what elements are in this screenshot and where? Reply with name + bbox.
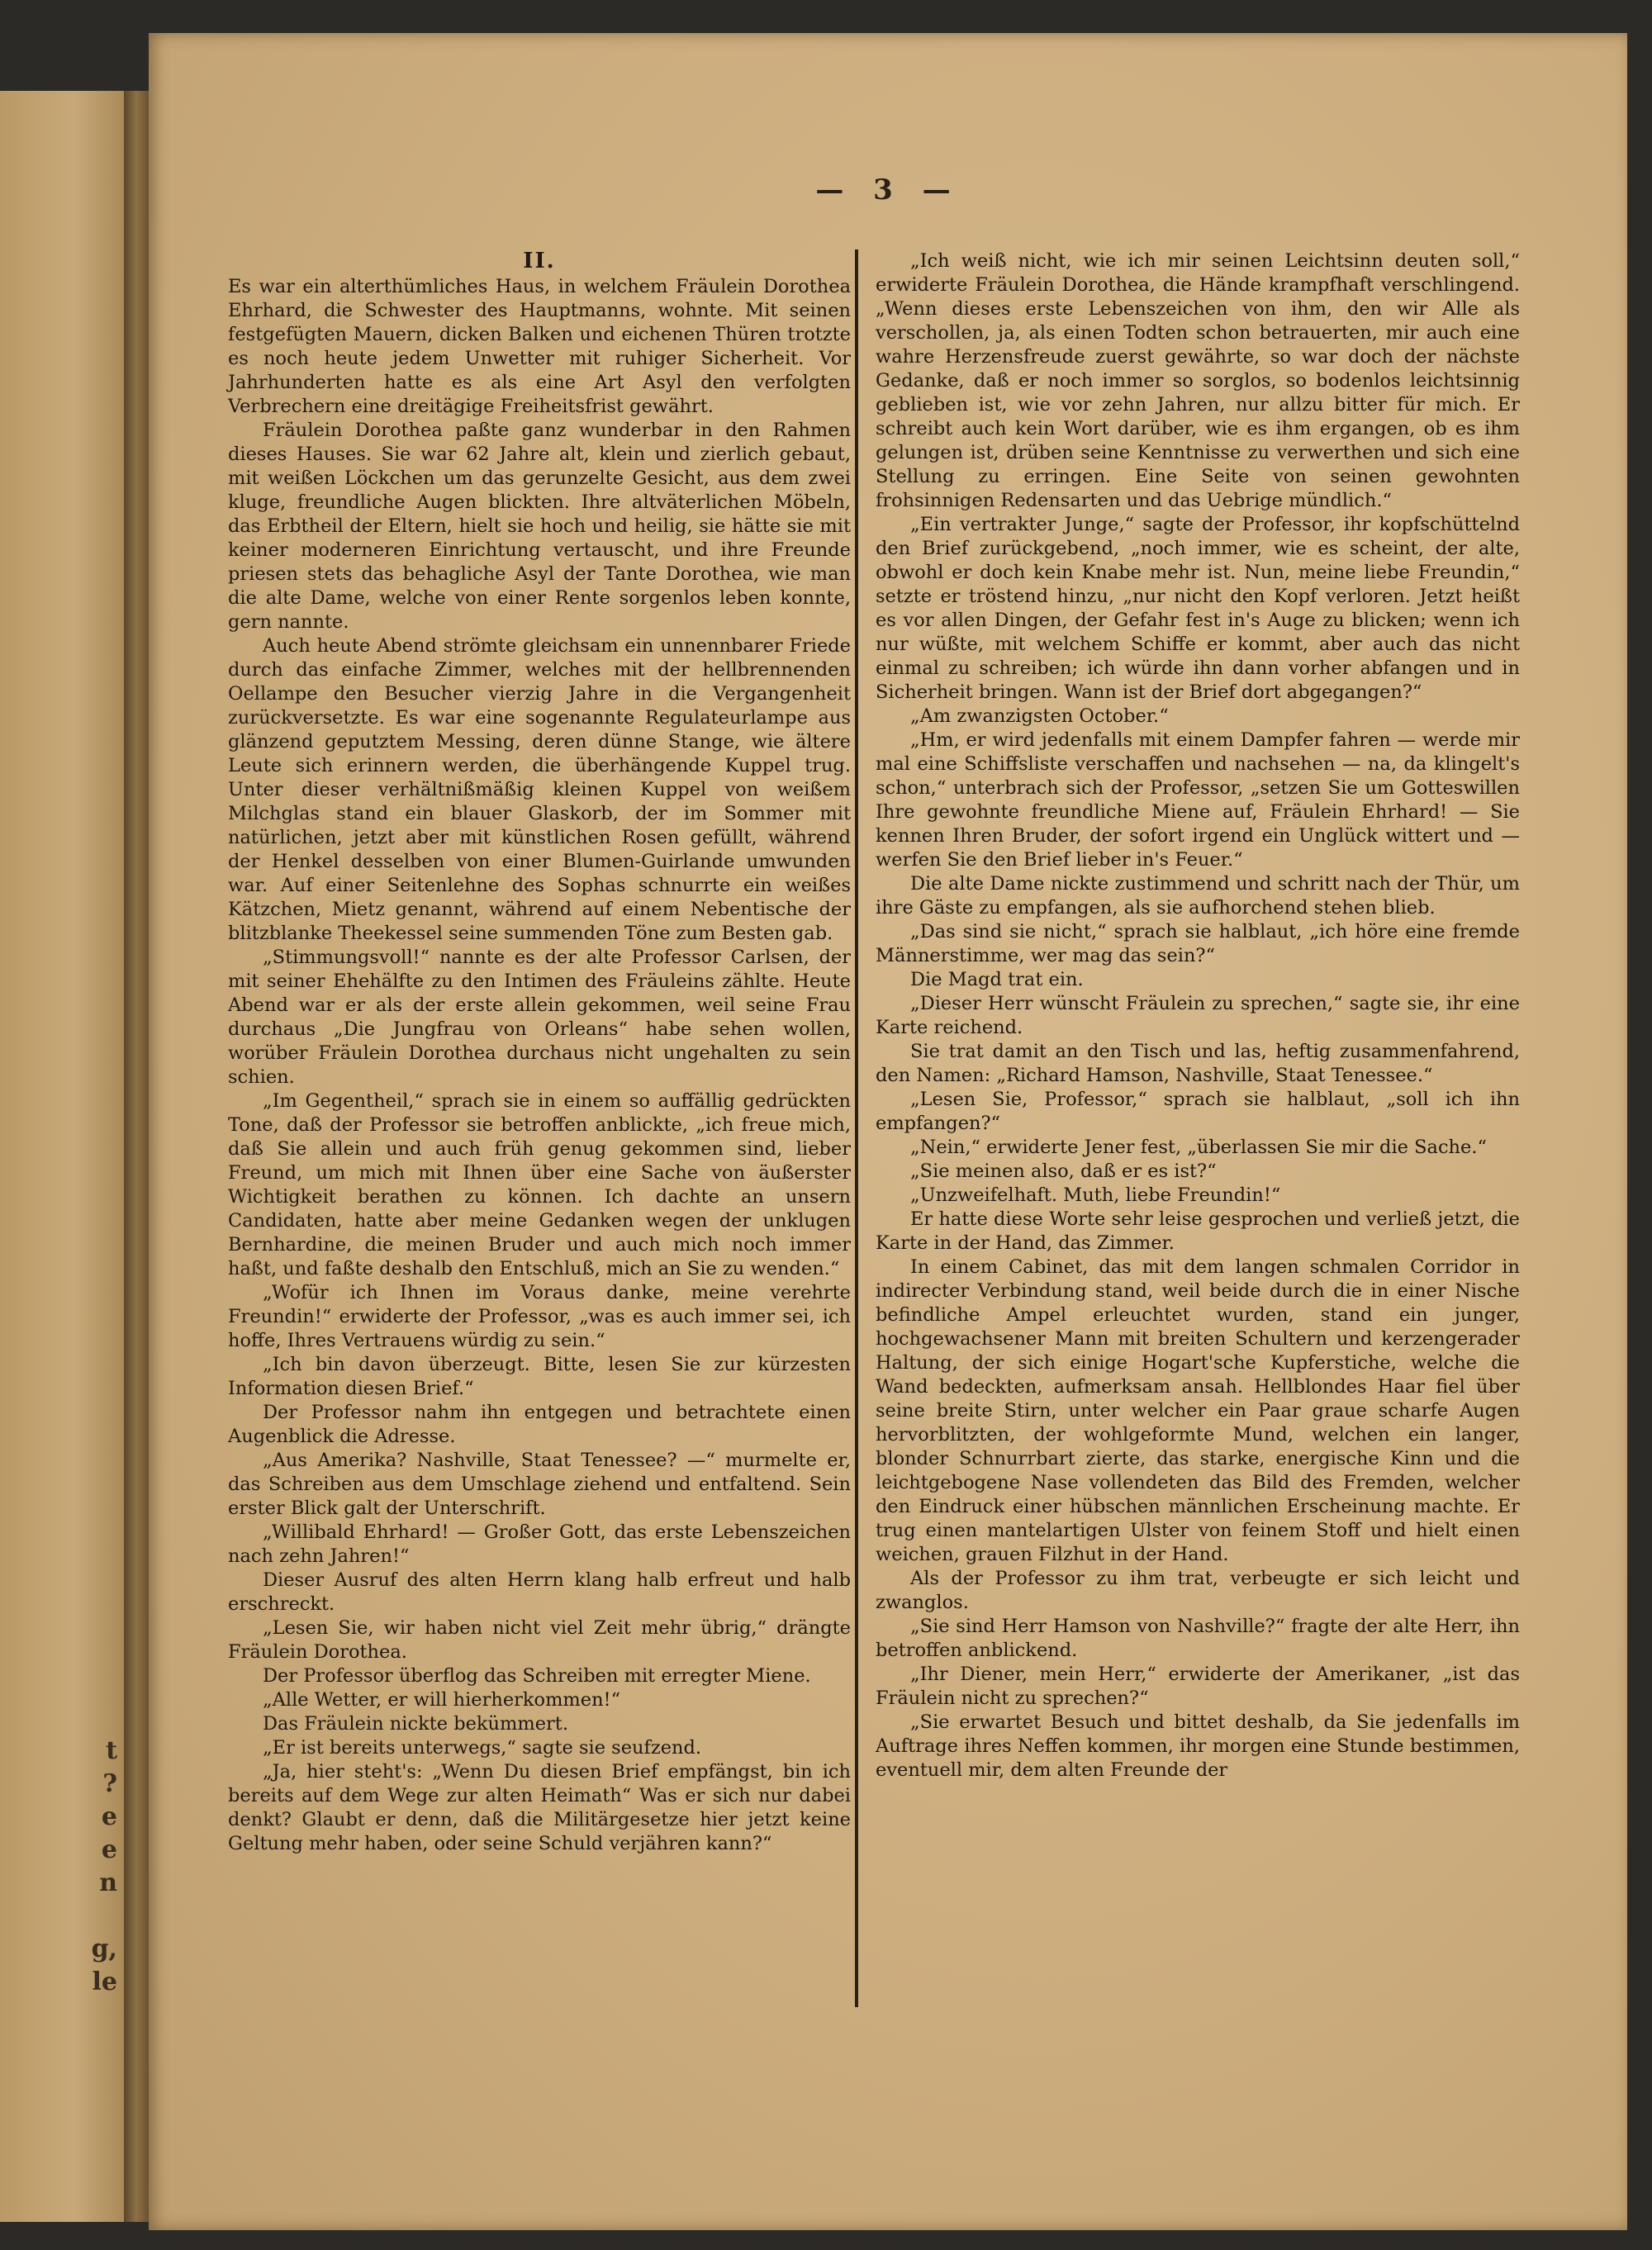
left-column [228, 249, 851, 1856]
edge-fragment: ? [102, 1769, 117, 1798]
paragraph: „Nein,“ erwiderte Jener fest, „überlassen Sie mir die Sache.“ [910, 1137, 1488, 1158]
edge-fragment: le [92, 1968, 117, 1996]
paragraph: „Lesen Sie, Professor,“ sprach sie halblaut, „soll ich ihn empfangen?“ [876, 1089, 1520, 1134]
paragraph: „Ihr Diener, mein Herr,“ erwiderte der Amerikaner, „ist das Fräulein nicht zu sprechen?“ [876, 1664, 1520, 1709]
paragraph: „Ich weiß nicht, wie ich mir seinen Leichtsinn deuten soll,“ erwiderte Fräulein Dorothea, die Hände krampfhaft verschlingend. „Wenn dieses erste Lebenszeichen von ihm, den wir Alle als verschollen, ja, als einen Todten schon betrauerten, mir auch eine wahre Herzensfreude zuerst gewährte, so war doch der nächste Gedanke, daß er noch immer so sorglos, so bodenlos leichtsinnig geblieben ist, wie vor zehn Jahren, nur allzu bitter für mich. Er schreibt auch kein Wort darüber, wie es ihm ergangen, ob es ihm gelungen ist, drüben seine Kenntnisse zu verwerthen und sich eine Stellung zu erringen. Eine Seite von seinen gewohnten frohsinnigen Redensarten und das Uebrige mündlich.“ [876, 250, 1520, 511]
paragraph: „Im Gegentheil,“ sprach sie in einem so auffällig gedrückten Tone, daß der Professor sie betroffen anblickte, „ich freue mich, daß Sie allein und auch früh genug gekommen sind, lieber Freund, um mich mit Ihnen über eine Sache von äußerster Wichtigkeit berathen zu können. Ich dachte an unsern Candidaten, hatte aber meine Gedanken wegen der unklugen Bernhardine, die meinen Bruder und auch mich noch immer haßt, und faßte deshalb den Entschluß, mich an Sie zu wenden.“ [228, 1090, 851, 1279]
edge-fragment: t [106, 1736, 117, 1765]
paragraph: Als der Professor zu ihm trat, verbeugte er sich leicht und zwanglos. [876, 1568, 1520, 1613]
paragraph: „Sie sind Herr Hamson von Nashville?“ fragte der alte Herr, ihn betroffen anblickend. [876, 1616, 1520, 1661]
edge-fragment: e [101, 1835, 117, 1864]
paragraph: „Das sind sie nicht,“ sprach sie halblaut, „ich höre eine fremde Männerstimme, wer mag das sein?“ [876, 921, 1520, 966]
paragraph: „Wofür ich Ihnen im Voraus danke, meine verehrte Freundin!“ erwiderte der Professor, „was es auch immer sei, ich hoffe, Ihres Vertrauens würdig zu sein.“ [228, 1282, 851, 1351]
paragraph: Dieser Ausruf des alten Herrn klang halb erfreut und halb erschreckt. [228, 1569, 851, 1615]
page [149, 33, 1627, 2230]
previous-page-fragments [92, 1735, 117, 1999]
edge-fragment: g, [91, 1934, 117, 1963]
paragraph: „Sie meinen also, daß er es ist?“ [910, 1161, 1217, 1182]
paragraph: „Willibald Ehrhard! — Großer Gott, das erste Lebenszeichen nach zehn Jahren!“ [228, 1521, 851, 1567]
paragraph: „Am zwanzigsten October.“ [910, 705, 1169, 727]
paragraph: „Unzweifelhaft. Muth, liebe Freundin!“ [910, 1184, 1281, 1206]
paragraph: Er hatte diese Worte sehr leise gesprochen und verließ jetzt, die Karte in der Hand, das Zimmer. [876, 1208, 1520, 1254]
paragraph: „Ja, hier steht's: „Wenn Du diesen Brief empfängst, bin ich bereits auf dem Wege zur alten Heimath“ Was er sich nur dabei denkt? Glaubt er denn, daß die Militärgesetze hier jetzt keine Geltung mehr haben, oder seine Schuld verjähren kann?“ [228, 1761, 851, 1854]
paragraph: „Hm, er wird jedenfalls mit einem Dampfer fahren — werde mir mal eine Schiffsliste verschaffen und nachsehen — na, da klingelt's schon,“ unterbrach sich der Professor, „setzen Sie um Gotteswillen Ihre gewohnte freundliche Miene auf, Fräulein Ehrhard! — Sie kennen Ihren Bruder, der sofort irgend ein Unglück wittert und — werfen Sie den Brief lieber in's Feuer.“ [876, 729, 1520, 871]
edge-fragment: e [101, 1802, 117, 1831]
paragraph: „Sie erwartet Besuch und bittet deshalb, da Sie jedenfalls im Auftrage ihres Neffen kommen, ihr morgen eine Stunde bestimmen, eventuell mir, dem alten Freunde der [876, 1711, 1520, 1781]
edge-fragment: n [99, 1868, 117, 1897]
paragraph: Der Professor überflog das Schreiben mit erregter Miene. [263, 1665, 811, 1687]
paragraph: „Lesen Sie, wir haben nicht viel Zeit mehr übrig,“ drängte Fräulein Dorothea. [228, 1617, 851, 1663]
paragraph: „Stimmungsvoll!“ nannte es der alte Professor Carlsen, der mit seiner Ehehälfte zu den Intimen des Fräuleins zählte. Heute Abend war er als der erste allein gekommen, weil seine Frau durchaus „Die Jungfrau von Orleans“ habe sehen wollen, worüber Fräulein Dorothea durchaus nicht ungehalten zu sein schien. [228, 947, 851, 1088]
page-number: — 3 — [815, 173, 961, 206]
paragraph: „Ein vertrakter Junge,“ sagte der Professor, ihr kopfschüttelnd den Brief zurückgebend, „noch immer, wie es scheint, der alte, obwohl er doch kein Knabe mehr ist. Nun, meine liebe Freundin,“ setzte er tröstend hinzu, „nur nicht den Kopf verloren. Jetzt heißt es vor allen Dingen, der Gefahr fest in's Auge zu blicken; wenn ich nur wüßte, mit welchem Schiffe er kommt, aber auch das nicht einmal zu schreiben; ich würde ihn dann vorher abfangen und in Sicherheit bringen. Wann ist der Brief dort abgegangen?“ [876, 514, 1520, 703]
paragraph: Die alte Dame nickte zustimmend und schritt nach der Thür, um ihre Gäste zu empfangen, als sie aufhorchend stehen blieb. [876, 873, 1520, 919]
paragraph: Auch heute Abend strömte gleichsam ein unnennbarer Friede durch das einfache Zimmer, welches mit der hellbrennenden Oellampe den Besucher vierzig Jahre in die Vergangenheit zurückversetzte. Es war eine sogenannte Regulateurlampe aus glänzend geputztem Messing, deren dünne Stange, wie ältere Leute sich erinnern werden, die überhängende Kuppel trug. Unter dieser verhältnißmäßig kleinen Kuppel von weißem Milchglas stand ein blauer Glaskorb, der im Sommer mit natürlichen, jetzt aber mit künstlichen Rosen gefüllt, während der Henkel desselben von einer Blumen-Guirlande umwunden war. Auf einer Seitenlehne des Sophas schnurrte ein weißes Kätzchen, Mietz genannt, während auf einem Nebentische der blitzblanke Theekessel seine summenden Töne zum Besten gab. [228, 635, 851, 944]
paragraph: Fräulein Dorothea paßte ganz wunderbar in den Rahmen dieses Hauses. Sie war 62 Jahre alt, klein und zierlich gebaut, mit weißen Löckchen um das gerunzelte Gesicht, aus dem zwei kluge, freundliche Augen blickten. Ihre altväterlichen Möbeln, das Erbtheil der Eltern, hielt sie hoch und heilig, sie hätte sie mit keiner moderneren Einrichtung vertauscht, und ihre Freunde priesen stets das behagliche Asyl der Tante Dorothea, wie man die alte Dame, welche von einer Rente sorgenlos leben konnte, gern nannte. [228, 420, 851, 633]
right-column [876, 249, 1520, 1782]
book-spine [124, 91, 149, 2222]
paragraph: „Er ist bereits unterwegs,“ sagte sie seufzend. [263, 1737, 702, 1759]
previous-page-edge [0, 91, 124, 2222]
paragraph: „Dieser Herr wünscht Fräulein zu sprechen,“ sagte sie, ihr eine Karte reichend. [876, 993, 1520, 1038]
paragraph: Sie trat damit an den Tisch und las, heftig zusammenfahrend, den Namen: „Richard Hamson, Nashville, Staat Tenessee.“ [876, 1041, 1520, 1086]
paragraph: Das Fräulein nickte bekümmert. [263, 1713, 568, 1735]
paragraph: In einem Cabinet, das mit dem langen schmalen Corridor in indirecter Verbindung stand, weil beide durch die in einer Nische befindliche Ampel erleuchtet wurden, stand ein junger, hochgewachsener Mann mit breiten Schultern und kerzengerader Haltung, der sich einige Hogart'sche Kupferstiche, welche die Wand bedeckten, aufmerksam ansah. Hellblondes Haar fiel über seine breite Stirn, unter welcher ein Paar graue scharfe Augen hervorblitzten, der wohlgeformte Mund, welchen ein langer, blonder Schnurrbart zierte, das starke, energische Kinn und die leichtgebogene Nase vollendeten das Bild des Fremden, welcher den Eindruck einer hübschen männlichen Erscheinung machte. Er trug einen mantelartigen Ulster von feinem Stoff und hielt einen weichen, grauen Filzhut in der Hand. [876, 1256, 1520, 1565]
chapter-heading: II. [523, 249, 556, 273]
paragraph: „Ich bin davon überzeugt. Bitte, lesen Sie zur kürzesten Information diesen Brief.“ [228, 1354, 851, 1399]
paragraph: Die Magd trat ein. [910, 969, 1084, 990]
paragraph: „Alle Wetter, er will hierherkommen!“ [263, 1689, 621, 1711]
paragraph: Der Professor nahm ihn entgegen und betrachtete einen Augenblick die Adresse. [228, 1402, 851, 1447]
column-divider [855, 249, 858, 2007]
paragraph: Es war ein alterthümliches Haus, in welchem Fräulein Dorothea Ehrhard, die Schwester des Hauptmanns, wohnte. Mit seinen festgefügten Mauern, dicken Balken und eichenen Thüren trotzte es noch heute jedem Unwetter mit ruhiger Sicherheit. Vor Jahrhunderten hatte es als eine Art Asyl den verfolgten Verbrechern eine dreitägige Freiheitsfrist gewährt. [228, 276, 851, 417]
paragraph: „Aus Amerika? Nashville, Staat Tenessee? —“ murmelte er, das Schreiben aus dem Umschlage ziehend und entfaltend. Sein erster Blick galt der Unterschrift. [228, 1450, 851, 1519]
edge-fragment [92, 1900, 117, 1933]
